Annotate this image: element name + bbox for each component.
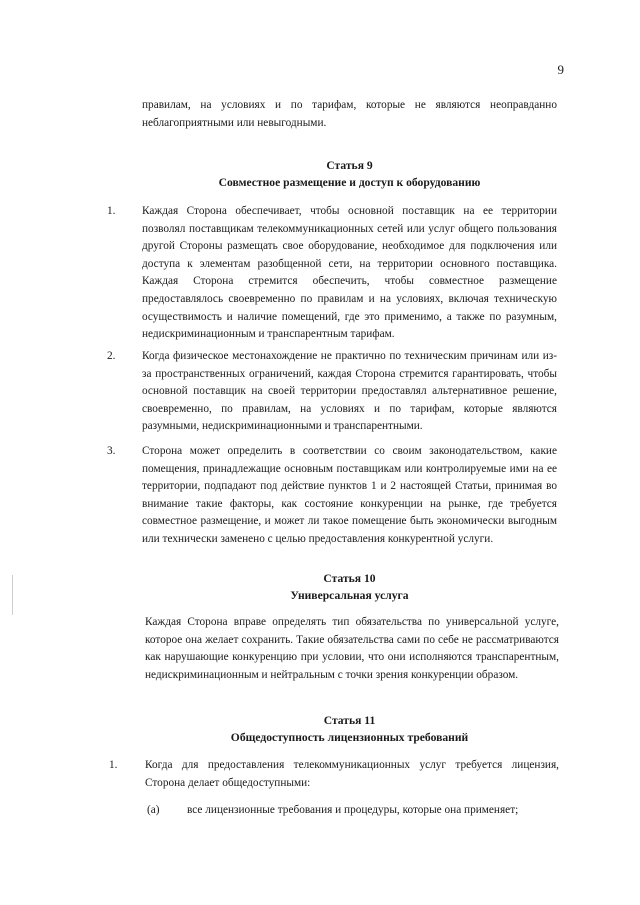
article-9-paragraph-3: Сторона может определить в соответствии со своим законодательством, какие помещения, принадлежащие основным поставщикам или контролируемые ими на ее территории, подпадают под действие пунктов 1 и 2 настоящей Статьи, принимая во внимание такие факторы, как состояние конкуренции на рынке, где требуется совместное размещение, и может ли такое помещение быть экономически выгодным или технически заменено с целью предоставления конкурентной услуги.	[142, 445, 557, 545]
article-10-title: Универсальная услуга	[290, 589, 409, 602]
article-11-title: Общедоступность лицензионных требований	[230, 731, 469, 744]
article-9-title: Совместное размещение и доступ к оборудованию	[218, 176, 481, 189]
article-9-label: Статья 9	[326, 159, 373, 172]
article-9-paragraph-2: Когда физическое местонахождение не практично по техническим причинам или из-за пространственных ограничений, каждая Сторона стремится гарантировать, чтобы основной поставщик на своей территории предоставлял альтернативное решение, своевременно, по правилам, на условиях и по тарифам, которые являются разумными, недискриминационными и транспарентными.	[142, 350, 557, 433]
article-10-label: Статья 10	[323, 572, 376, 585]
intro-fragment: правилам, на условиях и по тарифам, которые не являются неоправданно неблагоприятными или невыгодными.	[142, 99, 557, 129]
article-9-paragraph-1-number: 1.	[107, 205, 116, 217]
article-11-subitem-a-text: все лицензионные требования и процедуры, которые она применяет;	[187, 804, 519, 816]
article-9-paragraph-2-number: 2.	[107, 350, 116, 362]
article-11-subitem-a-label: (a)	[147, 804, 160, 816]
page-number: 9	[557, 62, 564, 77]
article-11-paragraph-1-number: 1.	[109, 759, 118, 771]
article-9-paragraph-1: Каждая Сторона обеспечивает, чтобы основной поставщик на ее территории позволял поставщикам телекоммуникационных сетей или услуг общего пользования другой Стороны размещать свое оборудование, необходимое для подключения или доступа к элементам разобщенной сети, на территории основного поставщика. Каждая Сторона стремится обеспечить, чтобы совместное размещение предоставлялось своевременно по правилам и на условиях, включая техническую осуществимость и наличие помещений, где это применимо, а также по разумным, недискриминационным и транспарентным тарифам.	[142, 205, 557, 341]
article-10-text: Каждая Сторона вправе определять тип обязательства по универсальной услуге, которое она желает сохранить. Такие обязательства сами по себе не рассматриваются как нарушающие конкуренцию при условии, что они исполняются транспарентным, недискриминационным и нейтральным с точки зрения конкуренции образом.	[145, 616, 559, 681]
article-11-label: Статья 11	[323, 714, 376, 727]
scan-margin-mark	[12, 575, 13, 615]
article-9-paragraph-3-number: 3.	[107, 445, 116, 457]
article-11-paragraph-1: Когда для предоставления телекоммуникационных услуг требуется лицензия, Сторона делает общедоступными:	[145, 759, 559, 789]
